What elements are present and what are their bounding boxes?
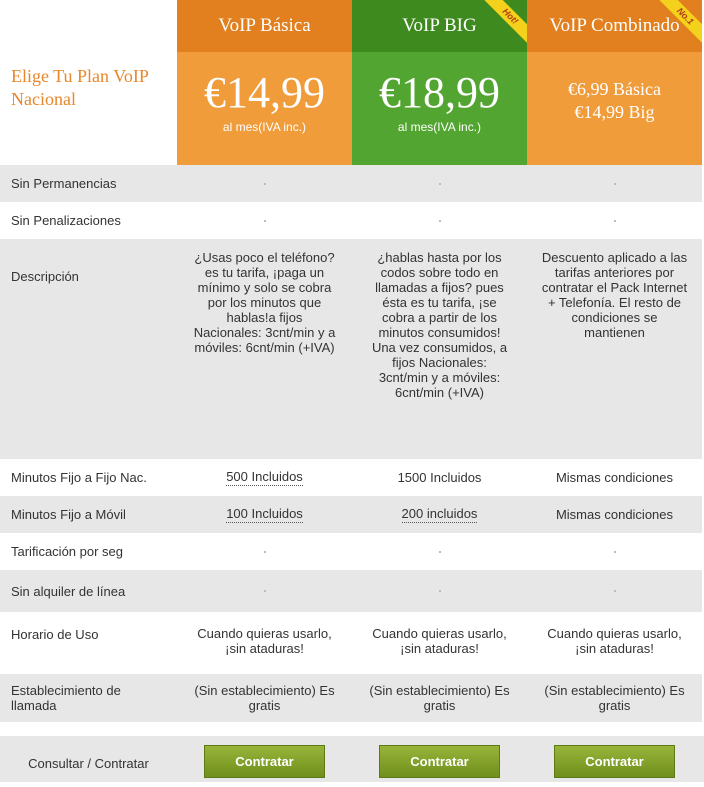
plan-combinado [527,0,702,165]
check-icon [439,590,441,592]
check-icon [614,220,616,222]
table-row [0,202,704,239]
no1-ribbon-badge: No.1 [650,0,702,52]
table-row [0,570,704,612]
plan-price-line1: €6,99 Básica [568,78,661,99]
value-cell: Cuando quieras usarlo, ¡sin ataduras! [527,612,702,674]
value-cell: (Sin establecimiento) Es gratis [527,674,702,722]
plan-big [352,0,527,165]
check-cell [177,533,352,570]
value-cell: Cuando quieras usarlo, ¡sin ataduras! [177,612,352,674]
table-row [0,674,704,722]
minutes-tooltip-link[interactable]: 200 incluidos [401,506,478,521]
check-cell [527,202,702,239]
check-cell [177,165,352,202]
plan-name: VoIP Combinado [527,0,702,52]
check-cell [177,202,352,239]
footer-label: Consultar / Contratar [28,755,149,771]
value-cell: 1500 Incluidos [352,459,527,496]
plan-basica [177,0,352,165]
check-icon [264,590,266,592]
contratar-combinado-button[interactable]: Contratar [554,745,675,778]
minutes-tooltip-link[interactable]: 500 Incluidos [226,469,303,484]
check-cell [352,165,527,202]
plan-price: €14,99 [204,67,325,117]
contratar-basica-button[interactable]: Contratar [204,745,325,778]
check-icon [264,183,266,185]
check-cell [352,570,527,612]
check-cell [527,570,702,612]
description-cell: ¿Usas poco el teléfono? es tu tarifa, ¡paga un mínimo y solo se cobra por los minutos que hablas!a fijos Nacionales: 3cnt/min y a móviles: 6cnt/min (+IVA) [177,239,352,459]
table-row [0,612,704,674]
table-title: Elige Tu Plan VoIP Nacional [11,65,149,109]
minutes-tooltip-link[interactable]: 100 Incluidos [226,506,303,521]
hot-ribbon-badge: Hot! [475,0,527,52]
row-label: Sin Penalizaciones [0,202,177,239]
check-cell [352,202,527,239]
row-label: Sin Permanencias [0,165,177,202]
contratar-big-button[interactable]: Contratar [379,745,500,778]
description-cell: Descuento aplicado a las tarifas anteriores por contratar el Pack Internet + Telefonía. El resto de condiciones se mantienen [527,239,702,459]
row-label: Establecimiento de llamada [0,674,177,722]
table-row [0,459,704,496]
plan-price-box [177,52,352,165]
check-icon [264,220,266,222]
check-cell [177,570,352,612]
value-cell: Mismas condiciones [527,459,702,496]
pricing-header [0,0,704,165]
plan-price-box [352,52,527,165]
check-icon [614,590,616,592]
check-cell [352,533,527,570]
check-icon [264,551,266,553]
table-row [0,533,704,570]
check-cell [527,533,702,570]
value-cell: Mismas condiciones [527,496,702,533]
check-icon [439,183,441,185]
plan-name: VoIP BIG [352,0,527,52]
table-row [0,496,704,533]
check-icon [614,551,616,553]
row-label: Horario de Uso [0,612,177,674]
value-cell: Cuando quieras usarlo, ¡sin ataduras! [352,612,527,674]
table-row [0,239,704,459]
plan-price-box [527,52,702,165]
row-label: Descripción [0,239,177,459]
value-cell: (Sin establecimiento) Es gratis [352,674,527,722]
table-row [0,165,704,202]
check-icon [439,551,441,553]
row-label: Tarificación por seg [0,533,177,570]
table-footer [0,736,704,782]
description-cell: ¿hablas hasta por los codos sobre todo en llamadas a fijos? pues ésta es tu tarifa, ¡se cobra a partir de los minutos consumidos! Una vez consumidos, a fijos Nacionales: 3cnt/min y a móviles: 6cnt/min (+IVA) [352,239,527,459]
value-cell: (Sin establecimiento) Es gratis [177,674,352,722]
check-icon [439,220,441,222]
check-icon [614,183,616,185]
plan-name: VoIP Básica [177,0,352,52]
check-cell [527,165,702,202]
plan-price-note: al mes(IVA inc.) [397,119,482,134]
plan-price: €18,99 [379,67,500,117]
plan-price-line2: €14,99 Big [574,101,655,122]
row-spacer [0,722,704,736]
row-label: Sin alquiler de línea [0,570,177,612]
row-label: Minutos Fijo a Móvil [0,496,177,533]
table-title-cell [0,0,177,165]
row-label: Minutos Fijo a Fijo Nac. [0,459,177,496]
plan-price-note: al mes(IVA inc.) [222,119,307,134]
